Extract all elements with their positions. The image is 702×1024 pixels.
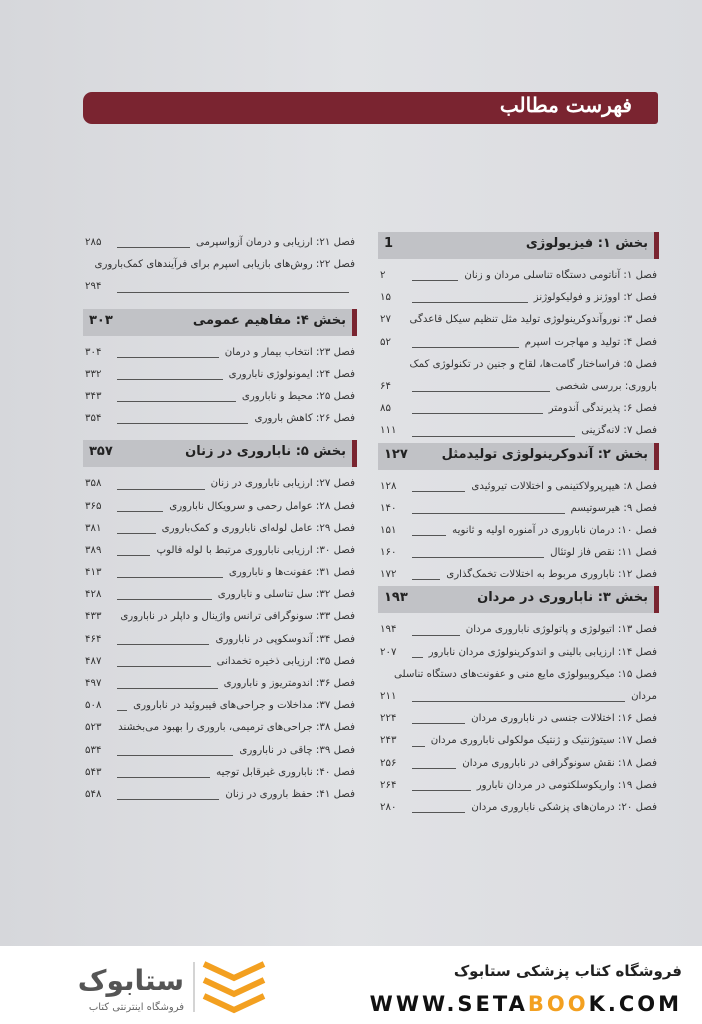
dot-leader <box>117 401 236 402</box>
page-number: ۱۵۱ <box>380 524 397 536</box>
logo-text: ستابوک <box>77 964 184 997</box>
dot-leader <box>412 391 550 392</box>
entry-title: فصل ۲۱: ارزیابی و درمان آزواسپرمی <box>195 237 355 248</box>
dot-leader <box>412 347 519 348</box>
section-gap <box>83 430 357 440</box>
page-number: ۲۹۴ <box>85 281 102 293</box>
entry-title: فصل ۲۵: محیط و ناباروری <box>241 390 355 402</box>
dot-leader <box>412 436 575 437</box>
toc-entry <box>378 332 659 354</box>
entry-title: فصل ۱: آناتومی دستگاه تناسلی مردان و زنان <box>464 270 657 281</box>
entry-title: فصل ۲۴: ایمونولوژی ناباروری <box>228 368 355 380</box>
toc-entry <box>378 686 659 708</box>
page-number: ۱۹۴ <box>380 624 397 636</box>
toc-entry <box>378 476 659 498</box>
entry-title: فصل ۴: تولید و مهاجرت اسپرم <box>524 336 657 348</box>
entry-title: فصل ۲۰: درمان‌های پزشکی ناباروری مردان <box>471 801 657 813</box>
page-number: ۱۹۳ <box>384 590 408 606</box>
toc-entry <box>378 287 659 309</box>
toc-entry <box>378 498 659 520</box>
dot-leader <box>117 666 211 667</box>
entry-title: فصل ۱۷: سیتوژنتیک و ژنتیک مولکولی ناباروری مردان <box>430 735 657 747</box>
toc-entry <box>83 695 357 717</box>
toc-entry <box>83 276 357 298</box>
logo-book-icon <box>204 964 264 1010</box>
entry-title: فصل ۳۲: سل تناسلی و ناباروری <box>217 589 355 601</box>
page-number: ۳۴۳ <box>85 390 102 402</box>
page-number: ۵۴۳ <box>85 766 102 778</box>
toc-entry <box>83 496 357 518</box>
dot-leader <box>117 755 233 756</box>
page-title: فهرست مطالب <box>499 93 632 117</box>
entry-title: فصل ۱۲: ناباروری مربوط به اختلالات تخمک‌گذاری <box>446 569 657 581</box>
dot-leader <box>412 557 544 558</box>
page-number: ۲ <box>380 270 386 281</box>
toc-entry <box>83 232 357 254</box>
dot-leader <box>117 555 150 556</box>
dot-leader <box>412 723 465 724</box>
url-suffix: K.COM <box>588 992 682 1016</box>
entry-title: فصل ۳۵: ارزیابی ذخیره تخمدانی <box>216 655 355 667</box>
dot-leader <box>117 511 163 512</box>
entry-title: مردان <box>631 691 657 702</box>
toc-entry <box>83 473 357 495</box>
page-number: ۲۸۵ <box>85 237 102 248</box>
dot-leader <box>412 635 460 636</box>
dot-leader <box>412 579 440 580</box>
dot-leader <box>412 746 425 747</box>
page-number: ۱۲۷ <box>384 446 408 462</box>
toc-entry <box>378 797 659 819</box>
entry-title: فصل ۱۱: نقص فاز لوتئال <box>550 547 657 559</box>
toc-entry <box>378 354 659 376</box>
toc-entry <box>83 518 357 540</box>
page-number: ۱۷۲ <box>380 569 397 581</box>
entry-title: فصل ۷: لانه‌گزینی <box>581 425 657 437</box>
page-number: ۳۳۲ <box>85 368 102 380</box>
page-number: ۴۶۴ <box>85 633 102 645</box>
page-number: ۴۹۷ <box>85 678 102 689</box>
page-number: ۵۳۴ <box>85 744 102 756</box>
dot-leader <box>412 491 465 492</box>
entry-title: باروری: بررسی شخصی <box>555 380 657 392</box>
page-number: ۵۲ <box>380 336 391 348</box>
dot-leader <box>117 710 127 711</box>
toc-entry <box>83 408 357 430</box>
page-number: ۴۲۸ <box>85 589 102 601</box>
logo-subtitle: فروشگاه اینترنتی کتاب <box>88 1002 184 1013</box>
page-number: ۱۶۰ <box>380 547 397 559</box>
dot-leader <box>117 247 190 248</box>
toc-entry <box>83 651 357 673</box>
page-number: ۳۵۸ <box>85 478 102 490</box>
section-title: بخش ۳: ناباروری در مردان <box>477 590 648 606</box>
page-number: ۳۸۹ <box>85 544 102 556</box>
entry-title: فصل ۲۲: روش‌های بازیابی اسپرم برای فرآیندهای کمک‌باروری <box>94 259 355 271</box>
page-number: ۲۰۷ <box>380 646 397 658</box>
toc-entry <box>378 265 659 287</box>
toc-entry <box>83 717 357 739</box>
page-number: ۳۰۳ <box>89 312 113 328</box>
page-number: ۱۲۸ <box>380 480 397 492</box>
page-number: ۲۲۴ <box>380 713 397 725</box>
store-footer <box>0 946 702 1024</box>
entry-title: فصل ۳۳: سونوگرافی ترانس واژینال و داپلر در ناباروری <box>120 611 355 623</box>
toc-entry <box>83 540 357 562</box>
page-number: ۳۵۴ <box>85 413 102 425</box>
dot-leader <box>117 688 218 689</box>
page-number: ۲۸۰ <box>380 801 397 813</box>
entry-title: فصل ۲: اووژنز و فولیکولوژنز <box>533 292 657 304</box>
toc-entry <box>378 420 659 442</box>
toc-entry <box>83 386 357 408</box>
entry-title: فصل ۳۸: جراحی‌های ترمیمی، باروری را بهبود می‌بخشند <box>118 722 355 734</box>
page-number: ۳۶۵ <box>85 500 102 512</box>
toc-entry <box>378 642 659 664</box>
page-number: ۴۸۷ <box>85 655 102 667</box>
page-number: ۲۴۳ <box>380 735 397 747</box>
toc-entry <box>83 254 357 276</box>
page-number: ۳۸۱ <box>85 522 102 534</box>
entry-title: فصل ۵: فراساختار گامت‌ها، لقاح و جنین در تکنولوژی کمک <box>409 358 657 370</box>
toc-entry <box>83 740 357 762</box>
toc-section-header <box>83 309 357 336</box>
entry-title: فصل ۳۱: عفونت‌ها و ناباروری <box>228 567 355 579</box>
store-url[interactable] <box>370 992 682 1016</box>
toc-entry <box>378 520 659 542</box>
toc-section-header <box>83 440 357 467</box>
toc-entry <box>378 398 659 420</box>
page-number: ۱۱۱ <box>380 425 397 437</box>
section-gap <box>83 299 357 309</box>
title-banner <box>83 92 658 124</box>
page-number: ۳۰۴ <box>85 346 102 358</box>
entry-title: فصل ۲۸: عوامل رحمی و سرویکال ناباروری <box>169 500 355 512</box>
toc-entry <box>378 775 659 797</box>
page-number: ۲۶۴ <box>380 779 397 791</box>
toc-entry <box>83 606 357 628</box>
page-number: ۵۴۸ <box>85 788 102 800</box>
page-number: ۸۵ <box>380 403 391 415</box>
page-number: ۱۵ <box>380 292 391 304</box>
page-number: ۳۵۷ <box>89 444 113 460</box>
page-number: ۵۰۸ <box>85 700 102 712</box>
url-highlight: BOO <box>527 992 589 1016</box>
toc-entry <box>378 564 659 586</box>
page-number: ۵۲۳ <box>85 722 102 734</box>
entry-title: فصل ۲۳: انتخاب بیمار و درمان <box>224 346 355 358</box>
dot-leader <box>117 423 248 424</box>
toc-entry <box>83 562 357 584</box>
url-prefix: WWW.SETA <box>369 992 528 1016</box>
dot-leader <box>117 533 156 534</box>
toc-entry <box>378 376 659 398</box>
toc-entry <box>83 629 357 651</box>
entry-title: فصل ۱۸: نقش سونوگرافی در ناباروری مردان <box>462 757 657 769</box>
entry-title: فصل ۹: هیرسوتیسم <box>570 502 657 514</box>
toc-right-column <box>378 232 659 819</box>
page-number: ۲۵۶ <box>380 757 397 769</box>
dot-leader <box>117 599 212 600</box>
dot-leader <box>412 413 543 414</box>
dot-leader <box>412 657 423 658</box>
page-number: ۲۷ <box>380 314 391 326</box>
setabook-logo <box>34 956 284 1016</box>
entry-title: فصل ۳۷: مداخلات و جراحی‌های فیبروئید در ناباروری <box>133 700 355 712</box>
entry-title: فصل ۱۶: اختلالات جنسی در ناباروری مردان <box>471 713 657 725</box>
entry-title: فصل ۶: پذیرندگی آندومتر <box>548 403 657 415</box>
toc-entry <box>378 542 659 564</box>
section-title: بخش ۵: ناباروری در زنان <box>185 444 346 460</box>
toc-entry <box>378 730 659 752</box>
toc-entry <box>378 619 659 641</box>
page-number: ۴۱۳ <box>85 567 102 579</box>
entry-title: فصل ۲۶: کاهش باروری <box>254 413 355 425</box>
toc-entry <box>83 673 357 695</box>
toc-entry <box>83 342 357 364</box>
page-number: ۶۴ <box>380 380 391 392</box>
dot-leader <box>117 777 210 778</box>
toc-entry <box>83 584 357 606</box>
toc-section-header <box>378 443 659 470</box>
dot-leader <box>117 489 205 490</box>
toc-entry <box>378 664 659 686</box>
entry-title: فصل ۱۳: اتیولوژی و پاتولوژی ناباروری مردان <box>465 624 657 636</box>
store-name: فروشگاه کتاب پزشکی ستابوک <box>453 962 682 980</box>
dot-leader <box>412 535 446 536</box>
entry-title: فصل ۳۹: چاقی در ناباروری <box>239 744 355 756</box>
page-number: ۱۴۰ <box>380 502 397 514</box>
dot-leader <box>117 799 219 800</box>
dot-leader <box>412 768 456 769</box>
toc-section-header <box>378 586 659 613</box>
dot-leader <box>412 280 458 281</box>
entry-title: فصل ۳۰: ارزیابی ناباروری مرتبط با لوله فالوپ <box>156 544 355 556</box>
dot-leader <box>117 644 209 645</box>
toc-entry <box>378 309 659 331</box>
toc-entry <box>378 753 659 775</box>
entry-title: فصل ۳۴: آندوسکوپی در ناباروری <box>215 633 355 645</box>
dot-leader <box>412 701 625 702</box>
entry-title: فصل ۳۶: اندومتریوز و ناباروری <box>223 678 355 689</box>
page-number: ۲۱۱ <box>380 691 397 702</box>
entry-title: فصل ۱۰: درمان ناباروری در آمنوره اولیه و ثانویه <box>452 524 657 536</box>
entry-title: فصل ۱۵: میکروبیولوژی مایع منی و عفونت‌های دستگاه تناسلی <box>393 668 657 680</box>
page-number: 1 <box>384 236 394 251</box>
entry-title: فصل ۲۹: عامل لوله‌ای ناباروری و کمک‌باروری <box>161 522 355 534</box>
entry-title: فصل ۸: هیپرپرولاکتینمی و اختلالات تیروئیدی <box>471 480 657 492</box>
entry-title: فصل ۱۴: ارزیابی بالینی و اندوکرینولوژی مردان نابارور <box>428 646 657 658</box>
section-title: بخش ۴: مفاهیم عمومی <box>192 312 346 328</box>
dot-leader <box>117 292 349 293</box>
dot-leader <box>117 379 223 380</box>
toc-entry <box>378 708 659 730</box>
entry-title: فصل ۴۰: ناباروری غیرقابل توجیه <box>216 766 355 778</box>
entry-title: فصل ۱۹: واریکوسلکتومی در مردان نابارور <box>476 779 657 791</box>
entry-title: فصل ۲۷: ارزیابی ناباروری در زنان <box>210 478 355 490</box>
page-number: ۴۳۳ <box>85 611 102 623</box>
dot-leader <box>412 790 471 791</box>
toc-left-column <box>83 232 357 806</box>
entry-title: فصل ۳: نوروآندوکرینولوژی تولید مثل تنظیم سیکل قاعدگی <box>409 314 657 326</box>
toc-section-header <box>378 232 659 259</box>
dot-leader <box>412 513 565 514</box>
dot-leader <box>117 577 223 578</box>
section-title: بخش ۲: آندوکرینولوژی تولیدمثل <box>441 446 648 462</box>
toc-entry <box>83 364 357 386</box>
section-title: بخش ۱: فیزیولوژی <box>525 236 648 251</box>
toc-entry <box>83 762 357 784</box>
dot-leader <box>117 357 219 358</box>
dot-leader <box>412 302 528 303</box>
entry-title: فصل ۴۱: حفظ باروری در زنان <box>225 788 355 800</box>
dot-leader <box>412 812 465 813</box>
toc-entry <box>83 784 357 806</box>
